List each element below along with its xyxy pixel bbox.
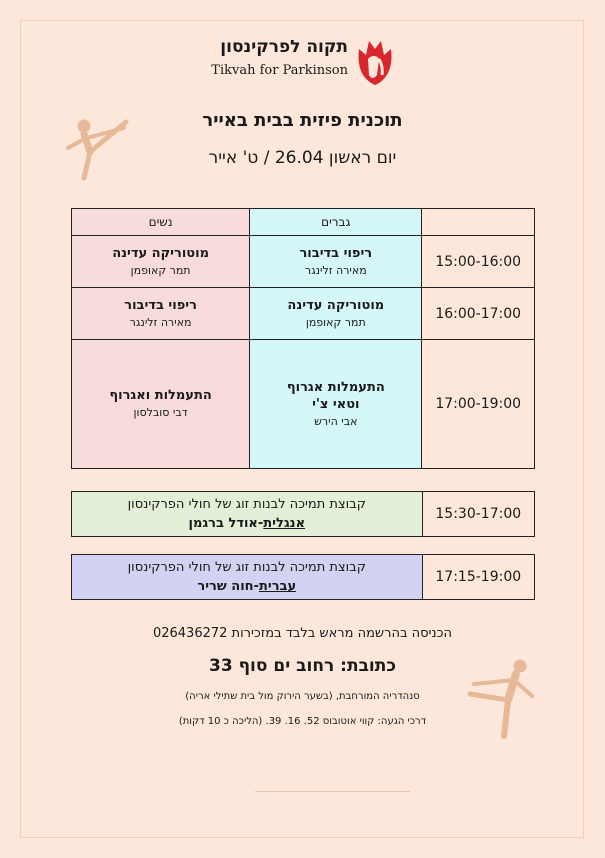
table-row bbox=[72, 236, 535, 288]
instructor-name: תמר קאופמן bbox=[130, 263, 191, 277]
header-time bbox=[422, 209, 535, 236]
tulip-logo-icon bbox=[355, 35, 395, 87]
activity-name: התעמלות אגרוף bbox=[286, 379, 385, 395]
activity-name: התעמלות ואגרוף bbox=[109, 388, 212, 403]
group-language: אנגלית bbox=[263, 516, 306, 531]
group-language: עברית bbox=[259, 579, 297, 594]
registration-note: הכניסה בהרשמה מראש בלבד במזכירות 026436272 bbox=[152, 626, 453, 641]
support-group-title: קבוצת תמיכה לבנות זוג של חולי הפרקינסון bbox=[127, 560, 366, 575]
support-group-text bbox=[72, 555, 423, 600]
time-slot: 17:00-19:00 bbox=[422, 340, 535, 469]
table-row bbox=[72, 340, 535, 469]
women-session-cell bbox=[72, 288, 250, 340]
group-leader: -אודל ברגמן bbox=[188, 516, 264, 531]
activity-name-line2: וטאי צ'י bbox=[312, 396, 360, 412]
time-slot: 15:00-16:00 bbox=[422, 236, 535, 288]
schedule-table bbox=[71, 208, 535, 469]
instructor-name: דבי סובלסון bbox=[133, 406, 188, 419]
address: כתובת: רחוב ים סוף 33 bbox=[208, 656, 397, 676]
footer-divider bbox=[255, 791, 410, 792]
activity-name: ריפוי בדיבור bbox=[299, 245, 373, 261]
group-leader: -חוה שריר bbox=[197, 579, 259, 594]
header-men: גברים bbox=[250, 209, 422, 236]
page-title: תוכנית פיזית בבית באייר bbox=[202, 110, 403, 131]
table-row bbox=[72, 288, 535, 340]
activity-name: ריפוי בדיבור bbox=[124, 297, 197, 313]
activity-name: מוטוריקה עדינה bbox=[287, 297, 385, 313]
transport-note: דרכי הגעה: קווי אוטובוס 52. 16. 39. (הליכה כ 10 דקות) bbox=[178, 716, 427, 727]
activity-name: מוטוריקה עדינה bbox=[112, 245, 209, 261]
women-session-cell bbox=[72, 340, 250, 469]
instructor-name: מאירה זלינגר bbox=[304, 263, 367, 277]
page-subtitle: יום ראשון 26.04 / ט' אייר bbox=[208, 148, 397, 168]
men-session-cell bbox=[250, 340, 422, 469]
men-session-cell bbox=[250, 288, 422, 340]
logo-english-text: Tikvah for Parkinson bbox=[211, 63, 348, 78]
instructor-name: תמר קאופמן bbox=[305, 315, 366, 329]
time-slot: 17:15-19:00 bbox=[422, 555, 534, 600]
support-group-leader-line bbox=[72, 514, 422, 533]
header-women: נשים bbox=[72, 209, 250, 236]
support-group-leader-line bbox=[72, 577, 422, 596]
time-slot: 16:00-17:00 bbox=[422, 288, 535, 340]
time-slot: 15:30-17:00 bbox=[422, 492, 534, 537]
men-session-cell bbox=[250, 236, 422, 288]
support-group-hebrew bbox=[71, 554, 535, 600]
support-group-title: קבוצת תמיכה לבנות זוג של חולי הפרקינסון bbox=[127, 497, 366, 512]
instructor-name: מאירה זלינגר bbox=[129, 315, 192, 329]
women-session-cell bbox=[72, 236, 250, 288]
logo bbox=[195, 35, 395, 87]
location-note: סנהדריה המורחבת, (בשער הירוק מול בית שתילי אריה) bbox=[185, 691, 420, 702]
schedule-header-row bbox=[72, 209, 535, 236]
instructor-name: אבי הירש bbox=[314, 414, 358, 428]
support-group-english bbox=[71, 491, 535, 537]
logo-hebrew-text: תקוה לפרקינסון bbox=[220, 37, 348, 57]
support-group-text bbox=[72, 492, 423, 537]
